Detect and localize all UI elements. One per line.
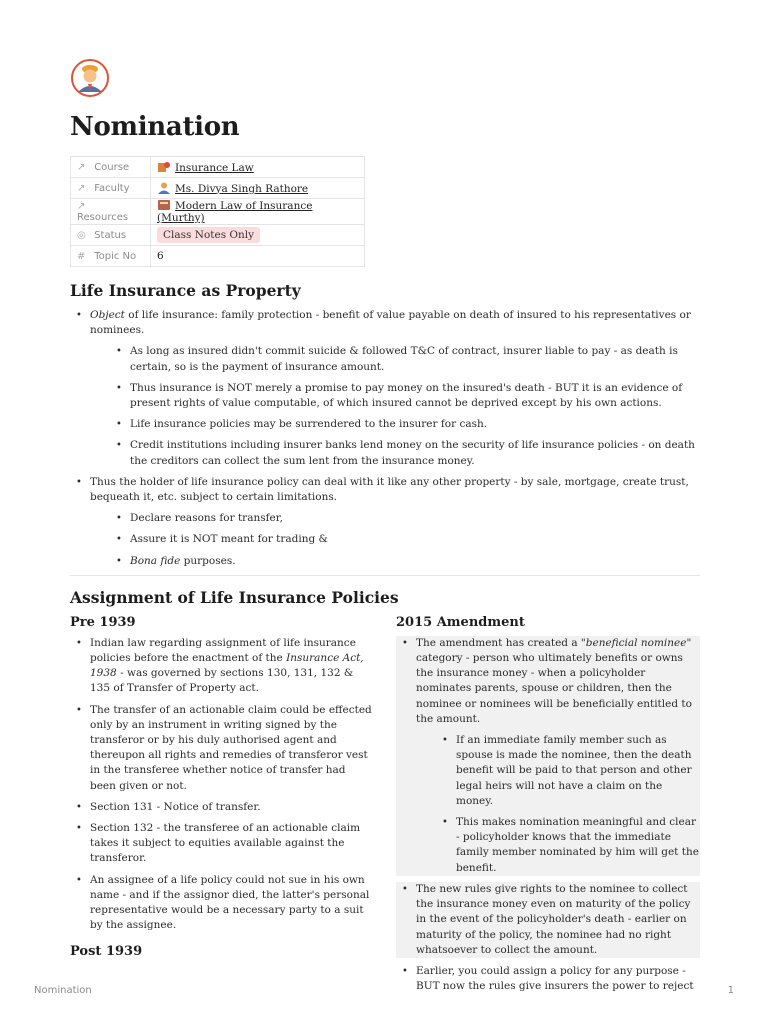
list-item: • This makes nomination meaningful and clear - policyholder knows that the immediate family member nominated by him will get the benefit. — [416, 815, 700, 876]
list-item: • Section 131 - Notice of transfer. — [70, 800, 374, 815]
page-title: Nomination — [70, 112, 240, 142]
resource-link[interactable]: Modern Law of Insurance (Murthy) — [157, 200, 313, 224]
section-heading-life-insurance: Life Insurance as Property — [70, 281, 301, 300]
topic-number: 6 — [157, 250, 164, 262]
list-item: • The amendment has created a "beneficial nominee" category - person who ultimately benefits or owns the insurance money - when a policyholder nominates parents, spouse or children, then the nominee or nominees will be beneficially entitled to the amount. • If an immediate family member such as spouse is made the nominee, then the death benefit will be paid to that person and other legal heirs will not have a claim on the money. • This makes nomination meaningful and clear - policyholder knows that the immediate family member nominated by him will get the benefit. — [396, 636, 700, 876]
properties-table — [70, 156, 365, 267]
property-row-resources — [71, 199, 365, 225]
status-icon: ◎ — [77, 229, 86, 241]
divider — [70, 575, 700, 576]
property-row-status — [71, 225, 365, 246]
list-item: • Thus the holder of life insurance policy can deal with it like any other property - by sale, mortgage, create trust, bequeath it, etc. subject to certain limitations. • Declare reasons for transfer, • Assure it is NOT meant for trading & • Bona fide purposes. — [70, 475, 700, 569]
property-key: Status — [94, 229, 127, 241]
list-item: • The transfer of an actionable claim could be effected only by an instrument in writing signed by the transferor or by his duly authorised agent and thereupon all rights and remedies of transferor vest in the transferee whether notice of transfer had been given or not. — [70, 703, 374, 794]
page-number: 1 — [727, 985, 734, 996]
column-heading-pre-1939: Pre 1939 — [70, 614, 136, 630]
profile-avatar-icon — [70, 58, 110, 98]
course-link[interactable]: Insurance Law — [175, 161, 254, 174]
bullet-list — [70, 308, 700, 569]
column-right — [396, 615, 700, 1000]
list-item: • Bona fide purposes. — [90, 554, 700, 569]
list-item: • Section 132 - the transferee of an actionable claim takes it subject to equities available against the transferor. — [70, 821, 374, 867]
list-item: • As long as insured didn't commit suicide & followed T&C of contract, insurer liable to pay - as death is certain, so is the payment of insurance amount. — [90, 344, 700, 374]
property-key: Topic No — [94, 250, 137, 262]
property-key: Course — [94, 161, 130, 173]
footer-title: Nomination — [34, 985, 92, 996]
list-item: • Indian law regarding assignment of life insurance policies before the enactment of the Insurance Act, 1938 - was governed by sections 130, 131, 132 & 135 of Transfer of Property act. — [70, 636, 374, 697]
arrow-icon: ↗ — [77, 182, 86, 194]
list-item: • Assure it is NOT meant for trading & — [90, 532, 700, 547]
book-icon — [157, 199, 171, 211]
list-item: • Earlier, you could assign a policy for any purpose - BUT now the rules give insurers the power to reject — [396, 964, 700, 994]
section-heading-assignment: Assignment of Life Insurance Policies — [70, 587, 399, 607]
list-item: • Credit institutions including insurer banks lend money on the security of life insurance policies - on death the creditors can collect the sum lent from the insurance money. — [90, 438, 700, 468]
property-key: Faculty — [94, 182, 130, 194]
list-item: • If an immediate family member such as spouse is made the nominee, then the death benefit will be paid to that person and other legal heirs will not have a claim on the money. — [416, 733, 700, 809]
property-row-faculty — [71, 178, 365, 199]
arrow-icon: ↗ — [77, 200, 86, 212]
list-item: • Thus insurance is NOT merely a promise to pay money on the insured's death - BUT it is an evidence of present rights of value computable, of which insured cannot be deprived except by his own actions. — [90, 381, 700, 411]
property-row-course — [71, 157, 365, 178]
faculty-link[interactable]: Ms. Divya Singh Rathore — [175, 182, 309, 195]
property-row-topic-no — [71, 246, 365, 267]
two-column-layout — [70, 615, 700, 1000]
column-left — [70, 615, 374, 1000]
list-item: • The new rules give rights to the nominee to collect the insurance money even on maturity of the policy in the event of the policyholder's death - earlier on maturity of the policy, the nominee had no right whatsoever to collect the amount. — [396, 882, 700, 958]
property-key: Resources — [77, 211, 129, 223]
column-heading-post-1939: Post 1939 — [70, 943, 143, 959]
status-badge: Class Notes Only — [157, 227, 260, 243]
hash-icon: # — [77, 250, 86, 262]
list-item: • Declare reasons for transfer, — [90, 511, 700, 526]
list-item: • Life insurance policies may be surrendered to the insurer for cash. — [90, 417, 700, 432]
law-book-icon — [157, 161, 171, 173]
list-item: • An assignee of a life policy could not sue in his own name - and if the assignor died, the latter's personal representative would be a necessary party to a suit by the assignee. — [70, 873, 374, 934]
arrow-icon: ↗ — [77, 161, 86, 173]
person-icon — [157, 182, 171, 194]
page-content — [70, 58, 700, 1000]
column-heading-2015-amendment: 2015 Amendment — [396, 614, 525, 630]
page-footer — [34, 985, 734, 996]
list-item: • Object of life insurance: family protection - benefit of value payable on death of insured to his representatives or nominees. • As long as insured didn't commit suicide & followed T&C of contract, insurer liable to pay - as death is certain, so is the payment of insurance amount. • Thus insurance is NOT merely a promise to pay money on the insured's death - BUT it is an evidence of present rights of value computable, of which insured cannot be deprived except by his own actions. • Life insurance policies may be surrendered to the insurer for cash. • Credit institutions including insurer banks lend money on the security of life insurance policies - on death the creditors can collect the sum lent from the insurance money. — [70, 308, 700, 469]
